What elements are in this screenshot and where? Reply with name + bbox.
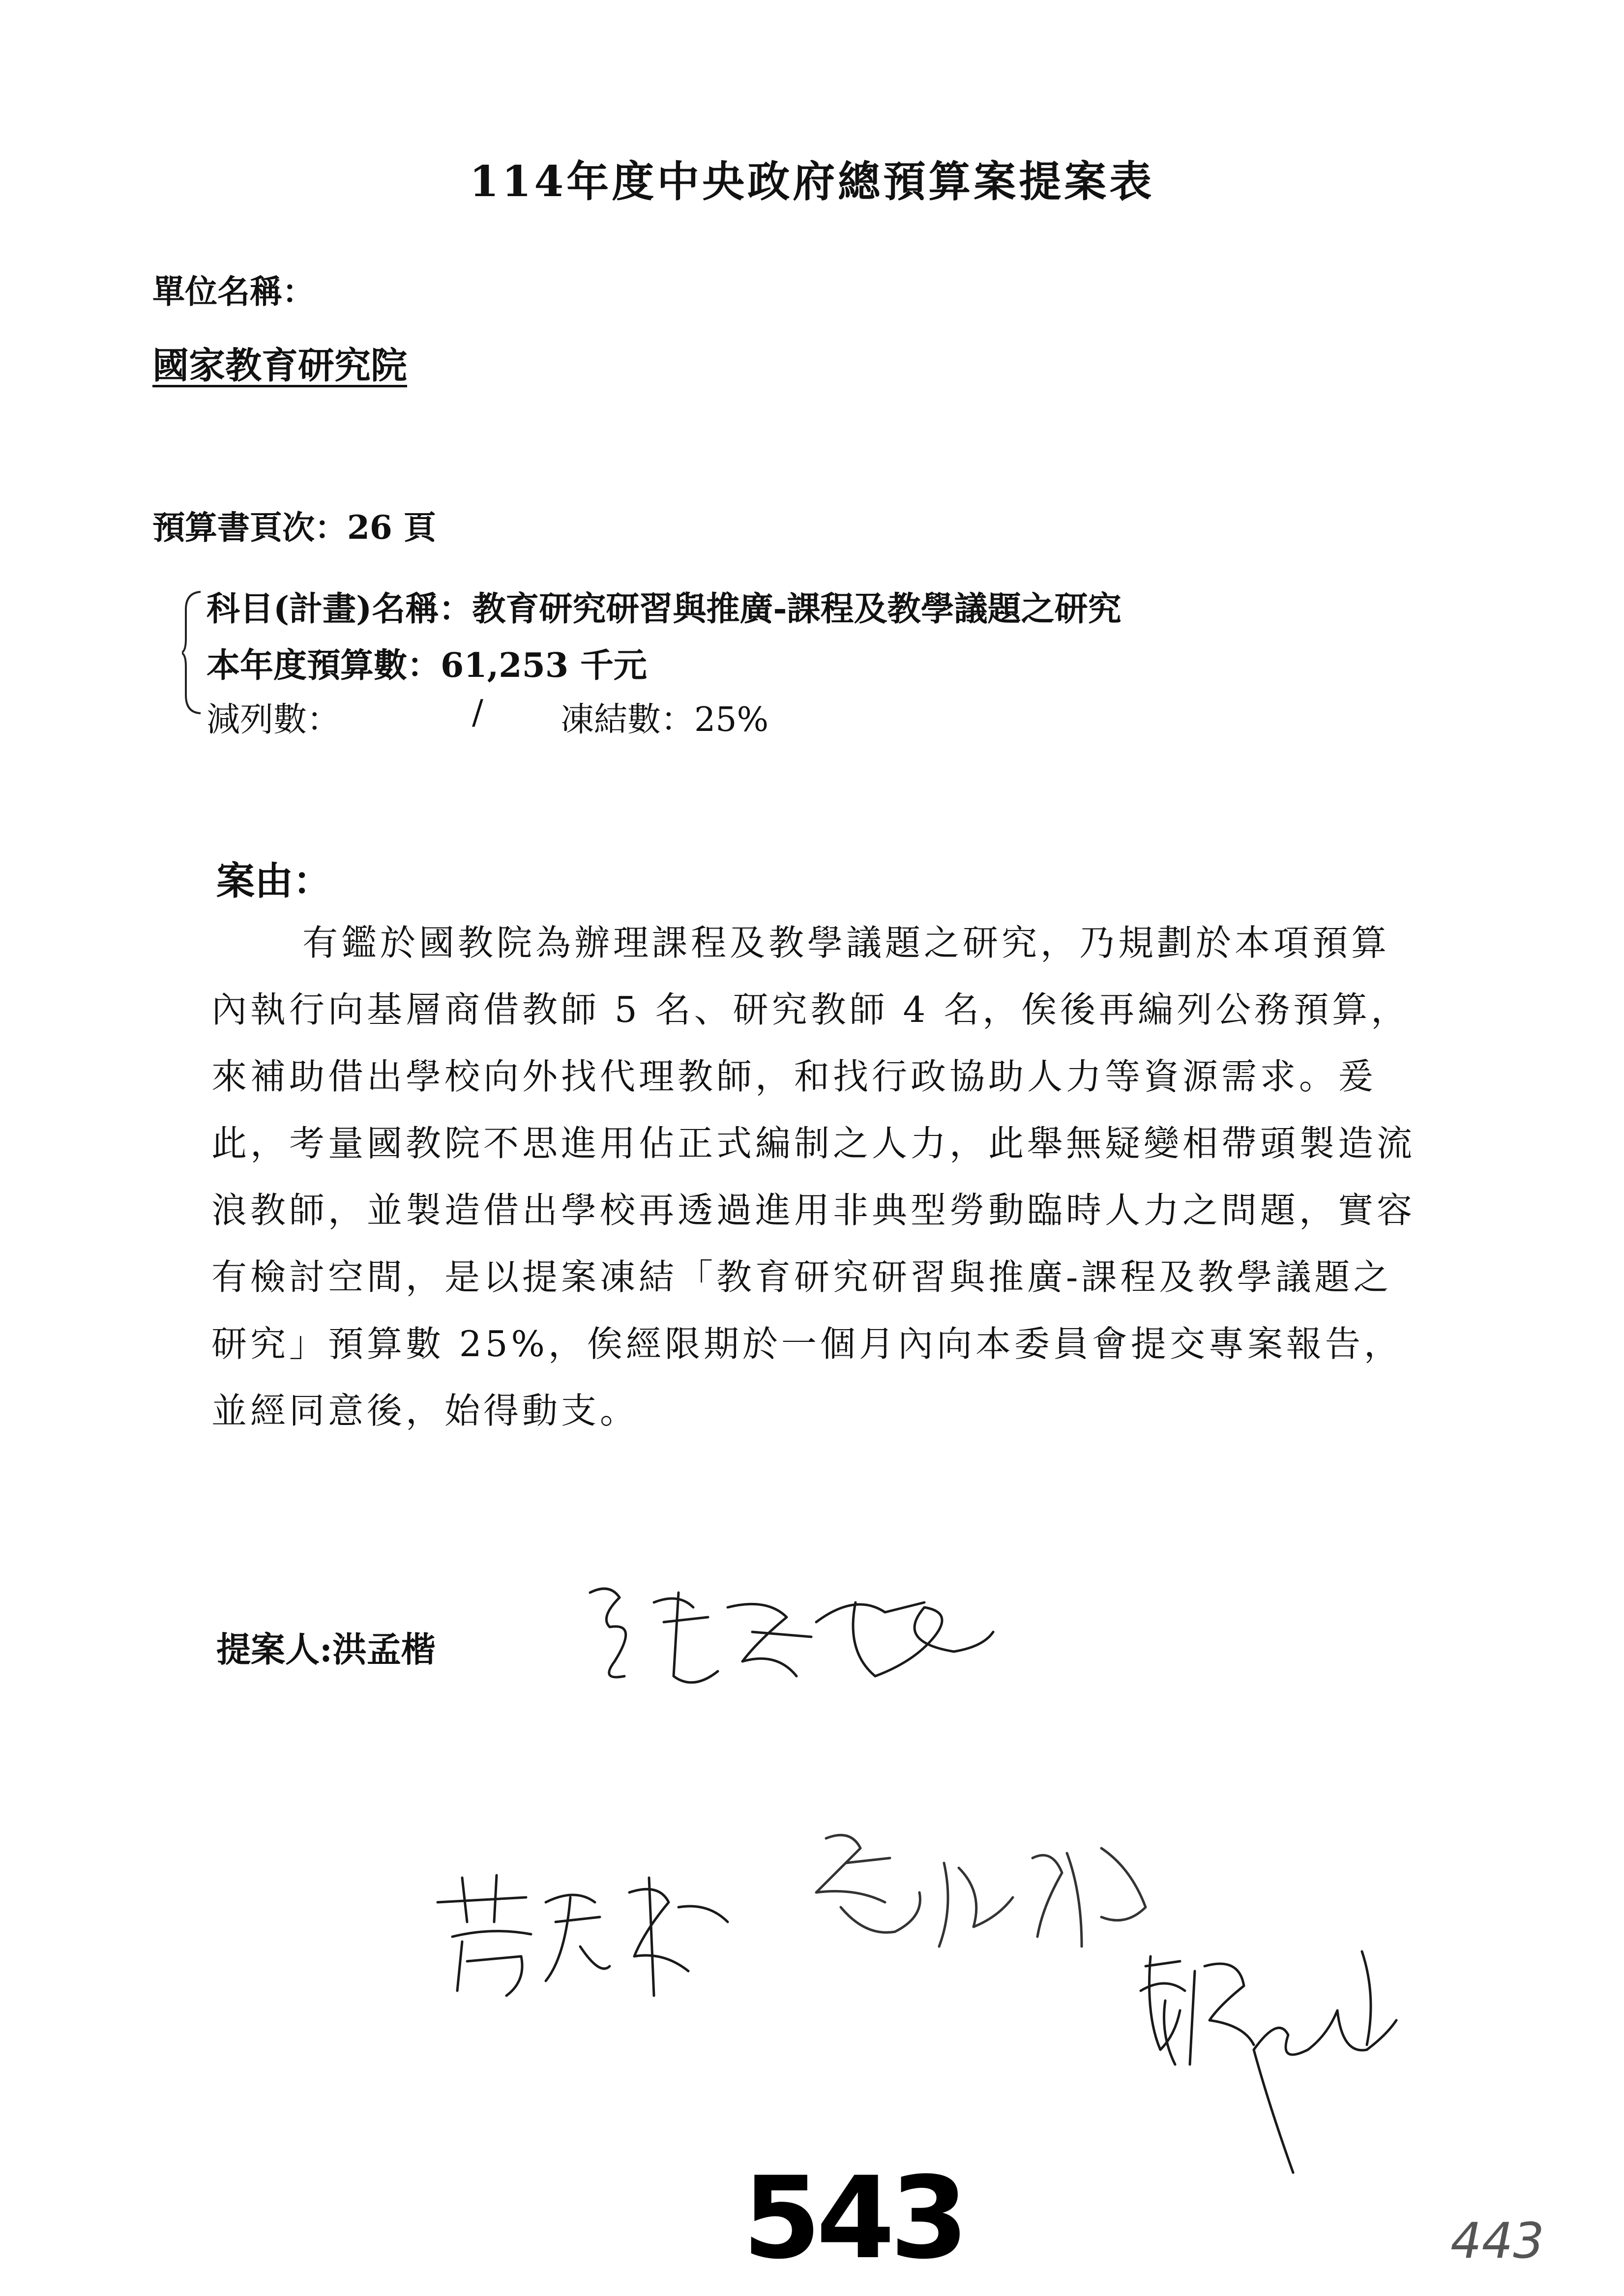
reason-text: 有鑑於國教院為辦理課程及教學議題之研究，乃規劃於本項預算內執行向基層商借教師 5 名、研究教師 4 名，俟後再編列公務預算，來補助借出學校向外找代理教師，和找行政協助人力等資源需求。爰此，考量國教院不思進用佔正式編制之人力，此舉無疑變相帶頭製造流浪教師，並製造借出學校再透過進用非典型勞動臨時人力之問題，實容有檢討空間，是以提案凍結「教育研究研習與推廣-課程及教學議題之研究」預算數 25%，俟經限期於一個月內向本委員會提交專案報告，並經同意後，始得動支。 [211,922,1416,1431]
left-brace [182,590,202,715]
cosigner-signature-3 [1131,1937,1406,2192]
unit-label: 單位名稱： [152,272,315,311]
item-name: 科目(計畫)名稱：教育研究研習與推廣-課程及教學議題之研究 [207,589,1122,629]
reason-label: 案由： [216,859,332,903]
reduction-value: / [472,693,483,732]
budget-page-reference: 預算書頁次：26 頁 [152,508,436,547]
page-number: 443 [1450,2212,1544,2269]
cosigner-signature-2 [806,1819,1160,1966]
proposer-signature [580,1563,1003,1740]
document-title: 114年度中央政府總預算案提案表 [469,157,1155,206]
reduction-label: 減列數： [207,700,341,739]
unit-name: 國家教育研究院 [152,345,407,387]
cosigner-signature-1 [433,1848,738,2005]
budget-amount: 本年度預算數：61,253 千元 [207,646,647,685]
freeze-amount: 凍結數：25% [561,700,769,739]
proposer: 提案人:洪孟楷 [216,1629,436,1670]
reason-body [211,909,1426,1444]
handwritten-stamp-number: 543 [742,2153,964,2284]
